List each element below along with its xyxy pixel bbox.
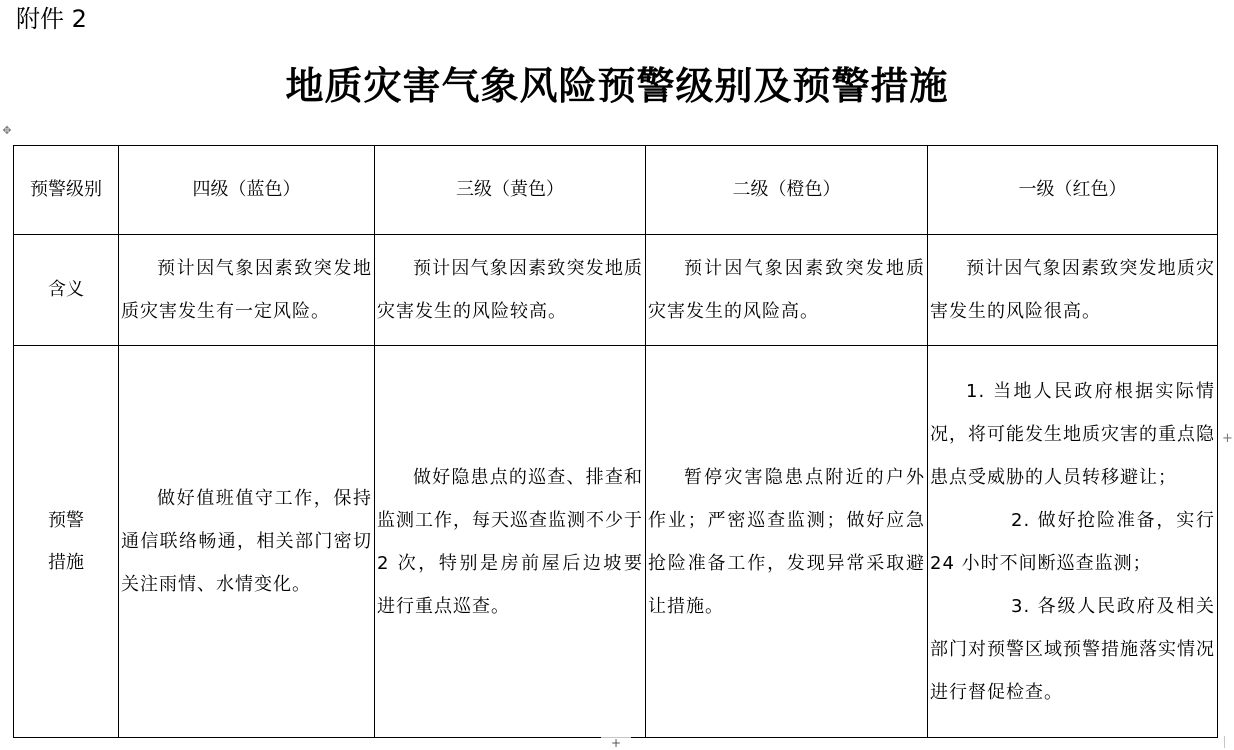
table-row-measures — [14, 346, 1218, 738]
attachment-label: 附件 2 — [16, 5, 87, 33]
header-cell-level3-yellow: 三级（黄色） — [375, 146, 646, 235]
row-label-meaning: 含义 — [14, 235, 119, 346]
level1-measure-item-1: 1. 当地人民政府根据实际情况，将可能发生地质灾害的重点隐患点受威胁的人员转移避让； — [930, 380, 1215, 488]
meaning-cell-level3: 预计因气象因素致突发地质灾害发生的风险较高。 — [375, 235, 646, 346]
meaning-cell-level4: 预计因气象因素致突发地质灾害发生有一定风险。 — [119, 235, 375, 346]
header-cell-warning-level: 预警级别 — [14, 146, 119, 235]
row-label-measures-line1: 预警 — [48, 509, 84, 531]
level1-measure-item-3: 3. 各级人民政府及相关部门对预警区域预警措施落实情况进行督促检查。 — [930, 595, 1215, 703]
plus-icon[interactable]: + — [1222, 431, 1233, 446]
measures-cell-level4: 做好值班值守工作，保持通信联络畅通，相关部门密切关注雨情、水情变化。 — [119, 346, 375, 738]
header-cell-level4-blue: 四级（蓝色） — [119, 146, 375, 235]
warning-levels-table — [13, 145, 1218, 738]
row-label-measures-line2: 措施 — [48, 551, 84, 573]
plus-icon[interactable]: + — [601, 737, 631, 749]
header-cell-level2-orange: 二级（橙色） — [646, 146, 928, 235]
level1-measure-item-2: 2. 做好抢险准备，实行 24 小时不间断巡查监测； — [930, 509, 1215, 574]
move-icon[interactable]: ✥ — [2, 124, 12, 137]
page-title: 地质灾害气象风险预警级别及预警措施 — [285, 63, 949, 108]
table-row-meaning — [14, 235, 1218, 346]
measures-cell-level2: 暂停灾害隐患点附近的户外作业；严密巡查监测；做好应急抢险准备工作，发现异常采取避让措施。 — [646, 346, 928, 738]
header-cell-level1-red: 一级（红色） — [928, 146, 1218, 235]
measures-cell-level1 — [928, 346, 1218, 738]
row-label-measures — [14, 346, 119, 738]
table-header-row — [14, 146, 1218, 235]
table-edge-marker — [1224, 736, 1234, 748]
measures-cell-level3: 做好隐患点的巡查、排查和监测工作，每天巡查监测不少于 2 次，特别是房前屋后边坡要进行重点巡查。 — [375, 346, 646, 738]
meaning-cell-level1: 预计因气象因素致突发地质灾害发生的风险很高。 — [928, 235, 1218, 346]
meaning-cell-level2: 预计因气象因素致突发地质灾害发生的风险高。 — [646, 235, 928, 346]
